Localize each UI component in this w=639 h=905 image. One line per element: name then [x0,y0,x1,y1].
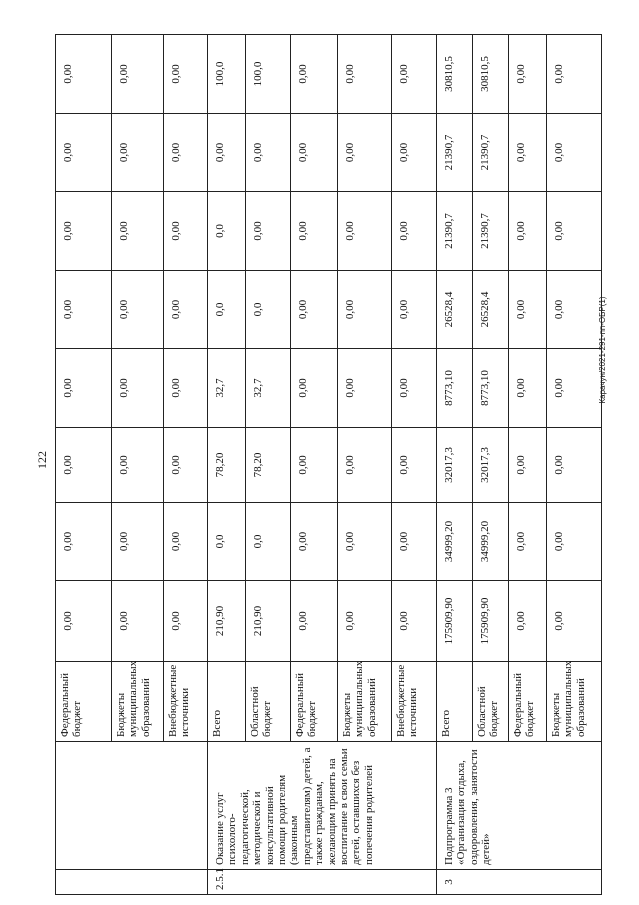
value-cell: 32017,3 [437,428,473,503]
value-cell: 0,0 [246,271,291,349]
value-cell: 8773,10 [473,349,509,428]
value-cell: 0,00 [547,349,602,428]
source-cell: Внебюджетные источники [164,662,208,742]
value-cell: 0,00 [208,114,246,192]
value-cell: 0,00 [56,114,112,192]
value-cell: 0,00 [112,428,164,503]
value-cell: 0,00 [56,35,112,114]
value-cell: 0,0 [208,503,246,581]
value-cell: 0,00 [392,581,437,662]
table-row [208,35,246,895]
value-cell: 0,00 [392,428,437,503]
value-cell: 210,90 [208,581,246,662]
row-id-cell: 3 [437,870,602,895]
source-cell: Федеральный бюджет [56,662,112,742]
value-cell: 0,00 [164,192,208,271]
row-name-cell: Оказание услуг психолого-педагогической, методической и консультативной помощи родителям (законным представителям) детей, а также гражданам, желающим принять на воспитание в свои семьи детей, оставшихся без попечения родителей [208,742,437,870]
value-cell: 100,0 [208,35,246,114]
value-cell: 0,00 [291,35,338,114]
value-cell: 32,7 [246,349,291,428]
value-cell: 8773,10 [437,349,473,428]
value-cell: 21390,7 [473,192,509,271]
value-cell: 0,00 [338,349,392,428]
value-cell: 0,0 [208,271,246,349]
value-cell: 0,00 [56,503,112,581]
value-cell: 0,00 [246,192,291,271]
source-cell: Федеральный бюджет [509,662,547,742]
value-cell: 0,00 [392,114,437,192]
value-cell: 0,00 [547,114,602,192]
value-cell: 0,00 [164,428,208,503]
value-cell: 0,00 [509,271,547,349]
value-cell: 0,00 [112,192,164,271]
source-cell: Бюджеты муниципальных образований [112,662,164,742]
table-row [56,35,112,895]
value-cell: 0,00 [291,114,338,192]
value-cell: 21390,7 [473,114,509,192]
budget-table [55,34,602,895]
value-cell: 175909,90 [473,581,509,662]
value-cell: 0,00 [338,503,392,581]
source-cell: Всего [437,662,473,742]
value-cell: 0,00 [291,192,338,271]
value-cell: 0,00 [338,428,392,503]
value-cell: 0,00 [112,581,164,662]
value-cell: 0,00 [291,581,338,662]
row-name-cell [56,742,208,870]
value-cell: 26528,4 [473,271,509,349]
value-cell: 0,00 [56,192,112,271]
value-cell: 0,00 [509,114,547,192]
value-cell: 32,7 [208,349,246,428]
value-cell: 26528,4 [437,271,473,349]
source-cell: Областной бюджет [246,662,291,742]
row-id-cell: 2.5.1 [208,870,437,895]
value-cell: 0,00 [112,349,164,428]
value-cell: 0,00 [246,114,291,192]
value-cell: 0,00 [291,349,338,428]
value-cell: 0,00 [291,428,338,503]
value-cell: 0,00 [164,35,208,114]
value-cell: 0,00 [392,349,437,428]
value-cell: 0,00 [338,581,392,662]
value-cell: 0,00 [112,503,164,581]
value-cell: 0,00 [56,349,112,428]
value-cell: 0,0 [246,503,291,581]
source-cell: Всего [208,662,246,742]
value-cell: 0,00 [164,271,208,349]
source-cell: Бюджеты муниципальных образований [547,662,602,742]
value-cell: 210,90 [246,581,291,662]
value-cell: 21390,7 [437,114,473,192]
value-cell: 0,00 [56,581,112,662]
value-cell: 0,00 [164,349,208,428]
source-cell: Бюджеты муниципальных образований [338,662,392,742]
value-cell: 78,20 [208,428,246,503]
table-row [437,35,473,895]
value-cell: 0,00 [338,35,392,114]
value-cell: 0,00 [392,503,437,581]
value-cell: 34999,20 [437,503,473,581]
value-cell: 0,00 [509,428,547,503]
value-cell: 0,00 [338,192,392,271]
value-cell: 0,00 [112,271,164,349]
value-cell: 78,20 [246,428,291,503]
value-cell: 34999,20 [473,503,509,581]
value-cell: 0,00 [164,581,208,662]
value-cell: 0,0 [208,192,246,271]
value-cell: 0,00 [164,503,208,581]
value-cell: 0,00 [547,503,602,581]
value-cell: 0,00 [392,192,437,271]
value-cell: 30810,5 [473,35,509,114]
value-cell: 0,00 [547,35,602,114]
value-cell: 0,00 [112,35,164,114]
value-cell: 0,00 [112,114,164,192]
source-cell: Областной бюджет [473,662,509,742]
value-cell: 0,00 [509,349,547,428]
value-cell: 0,00 [338,271,392,349]
document-code: Карачун/2021-291-пп-ОБР(1) [598,296,607,404]
value-cell: 0,00 [164,114,208,192]
value-cell: 0,00 [392,35,437,114]
row-id-cell [56,870,208,895]
value-cell: 32017,3 [473,428,509,503]
value-cell: 30810,5 [437,35,473,114]
value-cell: 0,00 [392,271,437,349]
row-name-cell: Подпрограмма 3 «Организация отдыха, оздоровления, занятости детей» [437,742,602,870]
value-cell: 0,00 [547,428,602,503]
value-cell: 0,00 [291,503,338,581]
value-cell: 0,00 [509,35,547,114]
value-cell: 0,00 [56,271,112,349]
value-cell: 0,00 [547,581,602,662]
source-cell: Внебюджетные источники [392,662,437,742]
value-cell: 0,00 [291,271,338,349]
value-cell: 0,00 [547,192,602,271]
rotated-page [55,35,587,895]
value-cell: 0,00 [547,271,602,349]
value-cell: 175909,90 [437,581,473,662]
page-number: 122 [35,451,49,469]
value-cell: 100,0 [246,35,291,114]
value-cell: 0,00 [509,581,547,662]
value-cell: 0,00 [56,428,112,503]
value-cell: 0,00 [509,192,547,271]
value-cell: 21390,7 [437,192,473,271]
value-cell: 0,00 [509,503,547,581]
value-cell: 0,00 [338,114,392,192]
source-cell: Федеральный бюджет [291,662,338,742]
